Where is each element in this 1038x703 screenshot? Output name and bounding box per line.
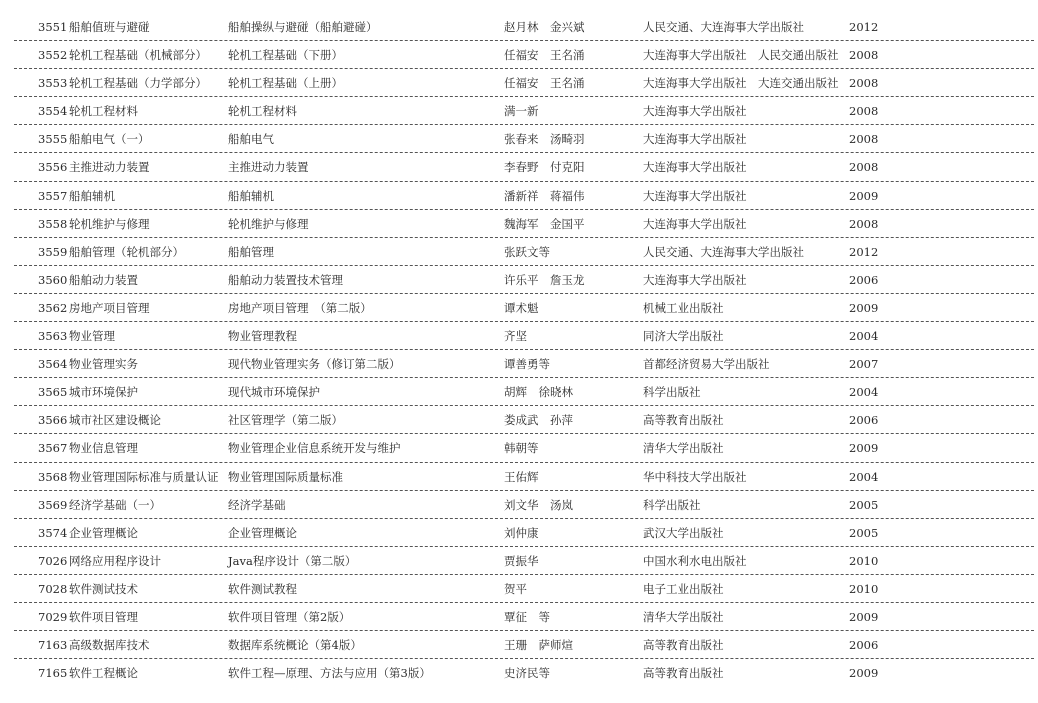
table-row bbox=[14, 266, 1034, 294]
author-names: 任福安 王名涌 bbox=[504, 48, 585, 63]
course-code: 7026 bbox=[38, 553, 68, 568]
publish-year: 2010 bbox=[849, 581, 879, 596]
publisher-name: 人民交通、大连海事大学出版社 bbox=[643, 244, 804, 259]
table-row bbox=[14, 69, 1034, 97]
course-code: 3562 bbox=[38, 300, 68, 315]
publish-year: 2004 bbox=[849, 329, 879, 344]
table-row bbox=[14, 238, 1034, 266]
course-code: 3552 bbox=[38, 48, 68, 63]
course-code: 3551 bbox=[38, 20, 68, 34]
publisher-name: 大连海事大学出版社 bbox=[643, 160, 747, 175]
table-row bbox=[14, 182, 1034, 210]
author-names: 覃征 等 bbox=[504, 609, 550, 624]
publisher-name: 清华大学出版社 bbox=[643, 441, 724, 456]
publish-year: 2006 bbox=[849, 638, 879, 653]
author-names: 赵月林 金兴斌 bbox=[504, 20, 585, 34]
table-row bbox=[14, 575, 1034, 603]
textbook-title: 经济学基础 bbox=[228, 497, 286, 512]
publisher-name: 清华大学出版社 bbox=[643, 609, 724, 624]
course-name: 船舶电气（一） bbox=[69, 132, 150, 147]
author-names: 贾振华 bbox=[504, 553, 539, 568]
course-name: 网络应用程序设计 bbox=[69, 553, 161, 568]
course-code: 3556 bbox=[38, 160, 68, 175]
publish-year: 2009 bbox=[849, 441, 879, 456]
table-row bbox=[14, 350, 1034, 378]
table-row bbox=[14, 406, 1034, 434]
course-code: 3558 bbox=[38, 216, 68, 231]
course-name: 轮机维护与修理 bbox=[69, 216, 150, 231]
table-row bbox=[14, 519, 1034, 547]
course-code: 3568 bbox=[38, 469, 68, 484]
course-name: 物业管理实务 bbox=[69, 357, 138, 372]
publisher-name: 高等教育出版社 bbox=[643, 666, 724, 681]
course-name: 船舶辅机 bbox=[69, 188, 115, 203]
course-name: 软件测试技术 bbox=[69, 581, 138, 596]
course-code: 7165 bbox=[38, 666, 68, 681]
publish-year: 2008 bbox=[849, 160, 879, 175]
publish-year: 2012 bbox=[849, 244, 879, 259]
course-name: 船舶动力装置 bbox=[69, 272, 138, 287]
course-name: 城市社区建设概论 bbox=[69, 413, 161, 428]
publisher-name: 大连海事大学出版社 bbox=[643, 272, 747, 287]
course-name: 软件项目管理 bbox=[69, 609, 138, 624]
author-names: 史济民等 bbox=[504, 666, 550, 681]
textbook-table bbox=[14, 13, 1034, 687]
publisher-name: 首都经济贸易大学出版社 bbox=[643, 357, 770, 372]
textbook-title: 现代城市环境保护 bbox=[228, 385, 320, 400]
publish-year: 2004 bbox=[849, 385, 879, 400]
course-code: 7029 bbox=[38, 609, 68, 624]
author-names: 刘仲康 bbox=[504, 525, 539, 540]
table-row bbox=[14, 434, 1034, 462]
publish-year: 2009 bbox=[849, 300, 879, 315]
table-row bbox=[14, 631, 1034, 659]
publish-year: 2004 bbox=[849, 469, 879, 484]
table-row bbox=[14, 153, 1034, 181]
textbook-title: 物业管理企业信息系统开发与维护 bbox=[228, 441, 401, 456]
publisher-name: 大连海事大学出版社 bbox=[643, 216, 747, 231]
author-names: 胡辉 徐晓林 bbox=[504, 385, 573, 400]
textbook-title: 软件测试教程 bbox=[228, 581, 297, 596]
course-code: 3559 bbox=[38, 244, 68, 259]
publisher-name: 科学出版社 bbox=[643, 497, 701, 512]
course-name: 经济学基础（一） bbox=[69, 497, 161, 512]
course-name: 城市环境保护 bbox=[69, 385, 138, 400]
publish-year: 2005 bbox=[849, 525, 879, 540]
course-code: 3574 bbox=[38, 525, 68, 540]
publisher-name: 大连海事大学出版社 bbox=[643, 132, 747, 147]
author-names: 张春来 汤畸羽 bbox=[504, 132, 585, 147]
table-row bbox=[14, 322, 1034, 350]
author-names: 贺平 bbox=[504, 581, 527, 596]
textbook-title: Java程序设计（第二版） bbox=[228, 553, 357, 568]
textbook-title: 轮机工程基础（下册） bbox=[228, 48, 343, 63]
table-row bbox=[14, 491, 1034, 519]
author-names: 王佑辉 bbox=[504, 469, 539, 484]
textbook-title: 主推进动力装置 bbox=[228, 160, 309, 175]
author-names: 韩朝等 bbox=[504, 441, 539, 456]
course-code: 7028 bbox=[38, 581, 68, 596]
publish-year: 2008 bbox=[849, 76, 879, 91]
author-names: 张跃文等 bbox=[504, 244, 550, 259]
publisher-name: 同济大学出版社 bbox=[643, 329, 724, 344]
publish-year: 2008 bbox=[849, 48, 879, 63]
author-names: 许乐平 詹玉龙 bbox=[504, 272, 585, 287]
table-row bbox=[14, 603, 1034, 631]
publish-year: 2010 bbox=[849, 553, 879, 568]
publisher-name: 电子工业出版社 bbox=[643, 581, 724, 596]
textbook-title: 数据库系统概论（第4版） bbox=[228, 638, 362, 653]
textbook-title: 船舶操纵与避碰（船舶避碰） bbox=[228, 20, 378, 34]
textbook-title: 软件工程—原理、方法与应用（第3版） bbox=[228, 666, 431, 681]
textbook-title: 船舶辅机 bbox=[228, 188, 274, 203]
publisher-name: 大连海事大学出版社 bbox=[643, 188, 747, 203]
publisher-name: 高等教育出版社 bbox=[643, 413, 724, 428]
publish-year: 2006 bbox=[849, 413, 879, 428]
publisher-name: 大连海事大学出版社 大连交通出版社 bbox=[643, 76, 839, 91]
textbook-title: 企业管理概论 bbox=[228, 525, 297, 540]
publish-year: 2006 bbox=[849, 272, 879, 287]
table-row bbox=[14, 463, 1034, 491]
textbook-title: 轮机维护与修理 bbox=[228, 216, 309, 231]
course-code: 3564 bbox=[38, 357, 68, 372]
publish-year: 2009 bbox=[849, 666, 879, 681]
course-code: 3555 bbox=[38, 132, 68, 147]
course-code: 3560 bbox=[38, 272, 68, 287]
publish-year: 2008 bbox=[849, 216, 879, 231]
table-row bbox=[14, 13, 1034, 41]
textbook-title: 船舶动力装置技术管理 bbox=[228, 272, 343, 287]
publisher-name: 大连海事大学出版社 人民交通出版社 bbox=[643, 48, 839, 63]
publisher-name: 科学出版社 bbox=[643, 385, 701, 400]
textbook-title: 轮机工程基础（上册） bbox=[228, 76, 343, 91]
course-name: 船舶值班与避碰 bbox=[69, 20, 150, 34]
course-code: 3569 bbox=[38, 497, 68, 512]
table-row bbox=[14, 125, 1034, 153]
textbook-title: 社区管理学（第二版） bbox=[228, 413, 343, 428]
publish-year: 2009 bbox=[849, 188, 879, 203]
textbook-title: 船舶管理 bbox=[228, 244, 274, 259]
author-names: 刘文华 汤岚 bbox=[504, 497, 573, 512]
table-row bbox=[14, 294, 1034, 322]
publisher-name: 大连海事大学出版社 bbox=[643, 104, 747, 119]
textbook-title: 软件项目管理（第2版） bbox=[228, 609, 351, 624]
publish-year: 2012 bbox=[849, 20, 879, 34]
publish-year: 2007 bbox=[849, 357, 879, 372]
author-names: 齐坚 bbox=[504, 329, 527, 344]
course-name: 轮机工程材料 bbox=[69, 104, 138, 119]
course-name: 物业信息管理 bbox=[69, 441, 138, 456]
course-code: 3563 bbox=[38, 329, 68, 344]
course-code: 3566 bbox=[38, 413, 68, 428]
author-names: 李春野 付克阳 bbox=[504, 160, 585, 175]
author-names: 潘新祥 蒋福伟 bbox=[504, 188, 585, 203]
author-names: 谭善勇等 bbox=[504, 357, 550, 372]
course-code: 3554 bbox=[38, 104, 68, 119]
course-name: 主推进动力装置 bbox=[69, 160, 150, 175]
author-names: 娄成武 孙萍 bbox=[504, 413, 573, 428]
publisher-name: 中国水利水电出版社 bbox=[643, 553, 747, 568]
publisher-name: 人民交通、大连海事大学出版社 bbox=[643, 20, 804, 34]
course-code: 3567 bbox=[38, 441, 68, 456]
table-row bbox=[14, 659, 1034, 687]
course-name: 物业管理国际标准与质量认证 bbox=[69, 469, 219, 484]
publisher-name: 华中科技大学出版社 bbox=[643, 469, 747, 484]
textbook-title: 现代物业管理实务（修订第二版） bbox=[228, 357, 401, 372]
course-code: 7163 bbox=[38, 638, 68, 653]
course-name: 船舶管理（轮机部分） bbox=[69, 244, 184, 259]
table-row bbox=[14, 378, 1034, 406]
author-names: 魏海军 金国平 bbox=[504, 216, 585, 231]
publisher-name: 高等教育出版社 bbox=[643, 638, 724, 653]
course-name: 高级数据库技术 bbox=[69, 638, 150, 653]
author-names: 任福安 王名涌 bbox=[504, 76, 585, 91]
publish-year: 2009 bbox=[849, 609, 879, 624]
course-code: 3557 bbox=[38, 188, 68, 203]
course-name: 企业管理概论 bbox=[69, 525, 138, 540]
table-row bbox=[14, 41, 1034, 69]
course-code: 3553 bbox=[38, 76, 68, 91]
course-name: 物业管理 bbox=[69, 329, 115, 344]
course-code: 3565 bbox=[38, 385, 68, 400]
textbook-title: 物业管理教程 bbox=[228, 329, 297, 344]
publish-year: 2008 bbox=[849, 132, 879, 147]
course-name: 软件工程概论 bbox=[69, 666, 138, 681]
table-row bbox=[14, 210, 1034, 238]
publisher-name: 武汉大学出版社 bbox=[643, 525, 724, 540]
course-name: 轮机工程基础（机械部分） bbox=[69, 48, 207, 63]
table-row bbox=[14, 97, 1034, 125]
course-name: 房地产项目管理 bbox=[69, 300, 150, 315]
table-row bbox=[14, 547, 1034, 575]
textbook-title: 房地产项目管理 （第二版） bbox=[228, 300, 372, 315]
author-names: 谭术魁 bbox=[504, 300, 539, 315]
publish-year: 2005 bbox=[849, 497, 879, 512]
author-names: 满一新 bbox=[504, 104, 539, 119]
publish-year: 2008 bbox=[849, 104, 879, 119]
textbook-title: 轮机工程材料 bbox=[228, 104, 297, 119]
author-names: 王珊 萨师煊 bbox=[504, 638, 573, 653]
course-name: 轮机工程基础（力学部分） bbox=[69, 76, 207, 91]
textbook-title: 物业管理国际质量标准 bbox=[228, 469, 343, 484]
publisher-name: 机械工业出版社 bbox=[643, 300, 724, 315]
textbook-title: 船舶电气 bbox=[228, 132, 274, 147]
